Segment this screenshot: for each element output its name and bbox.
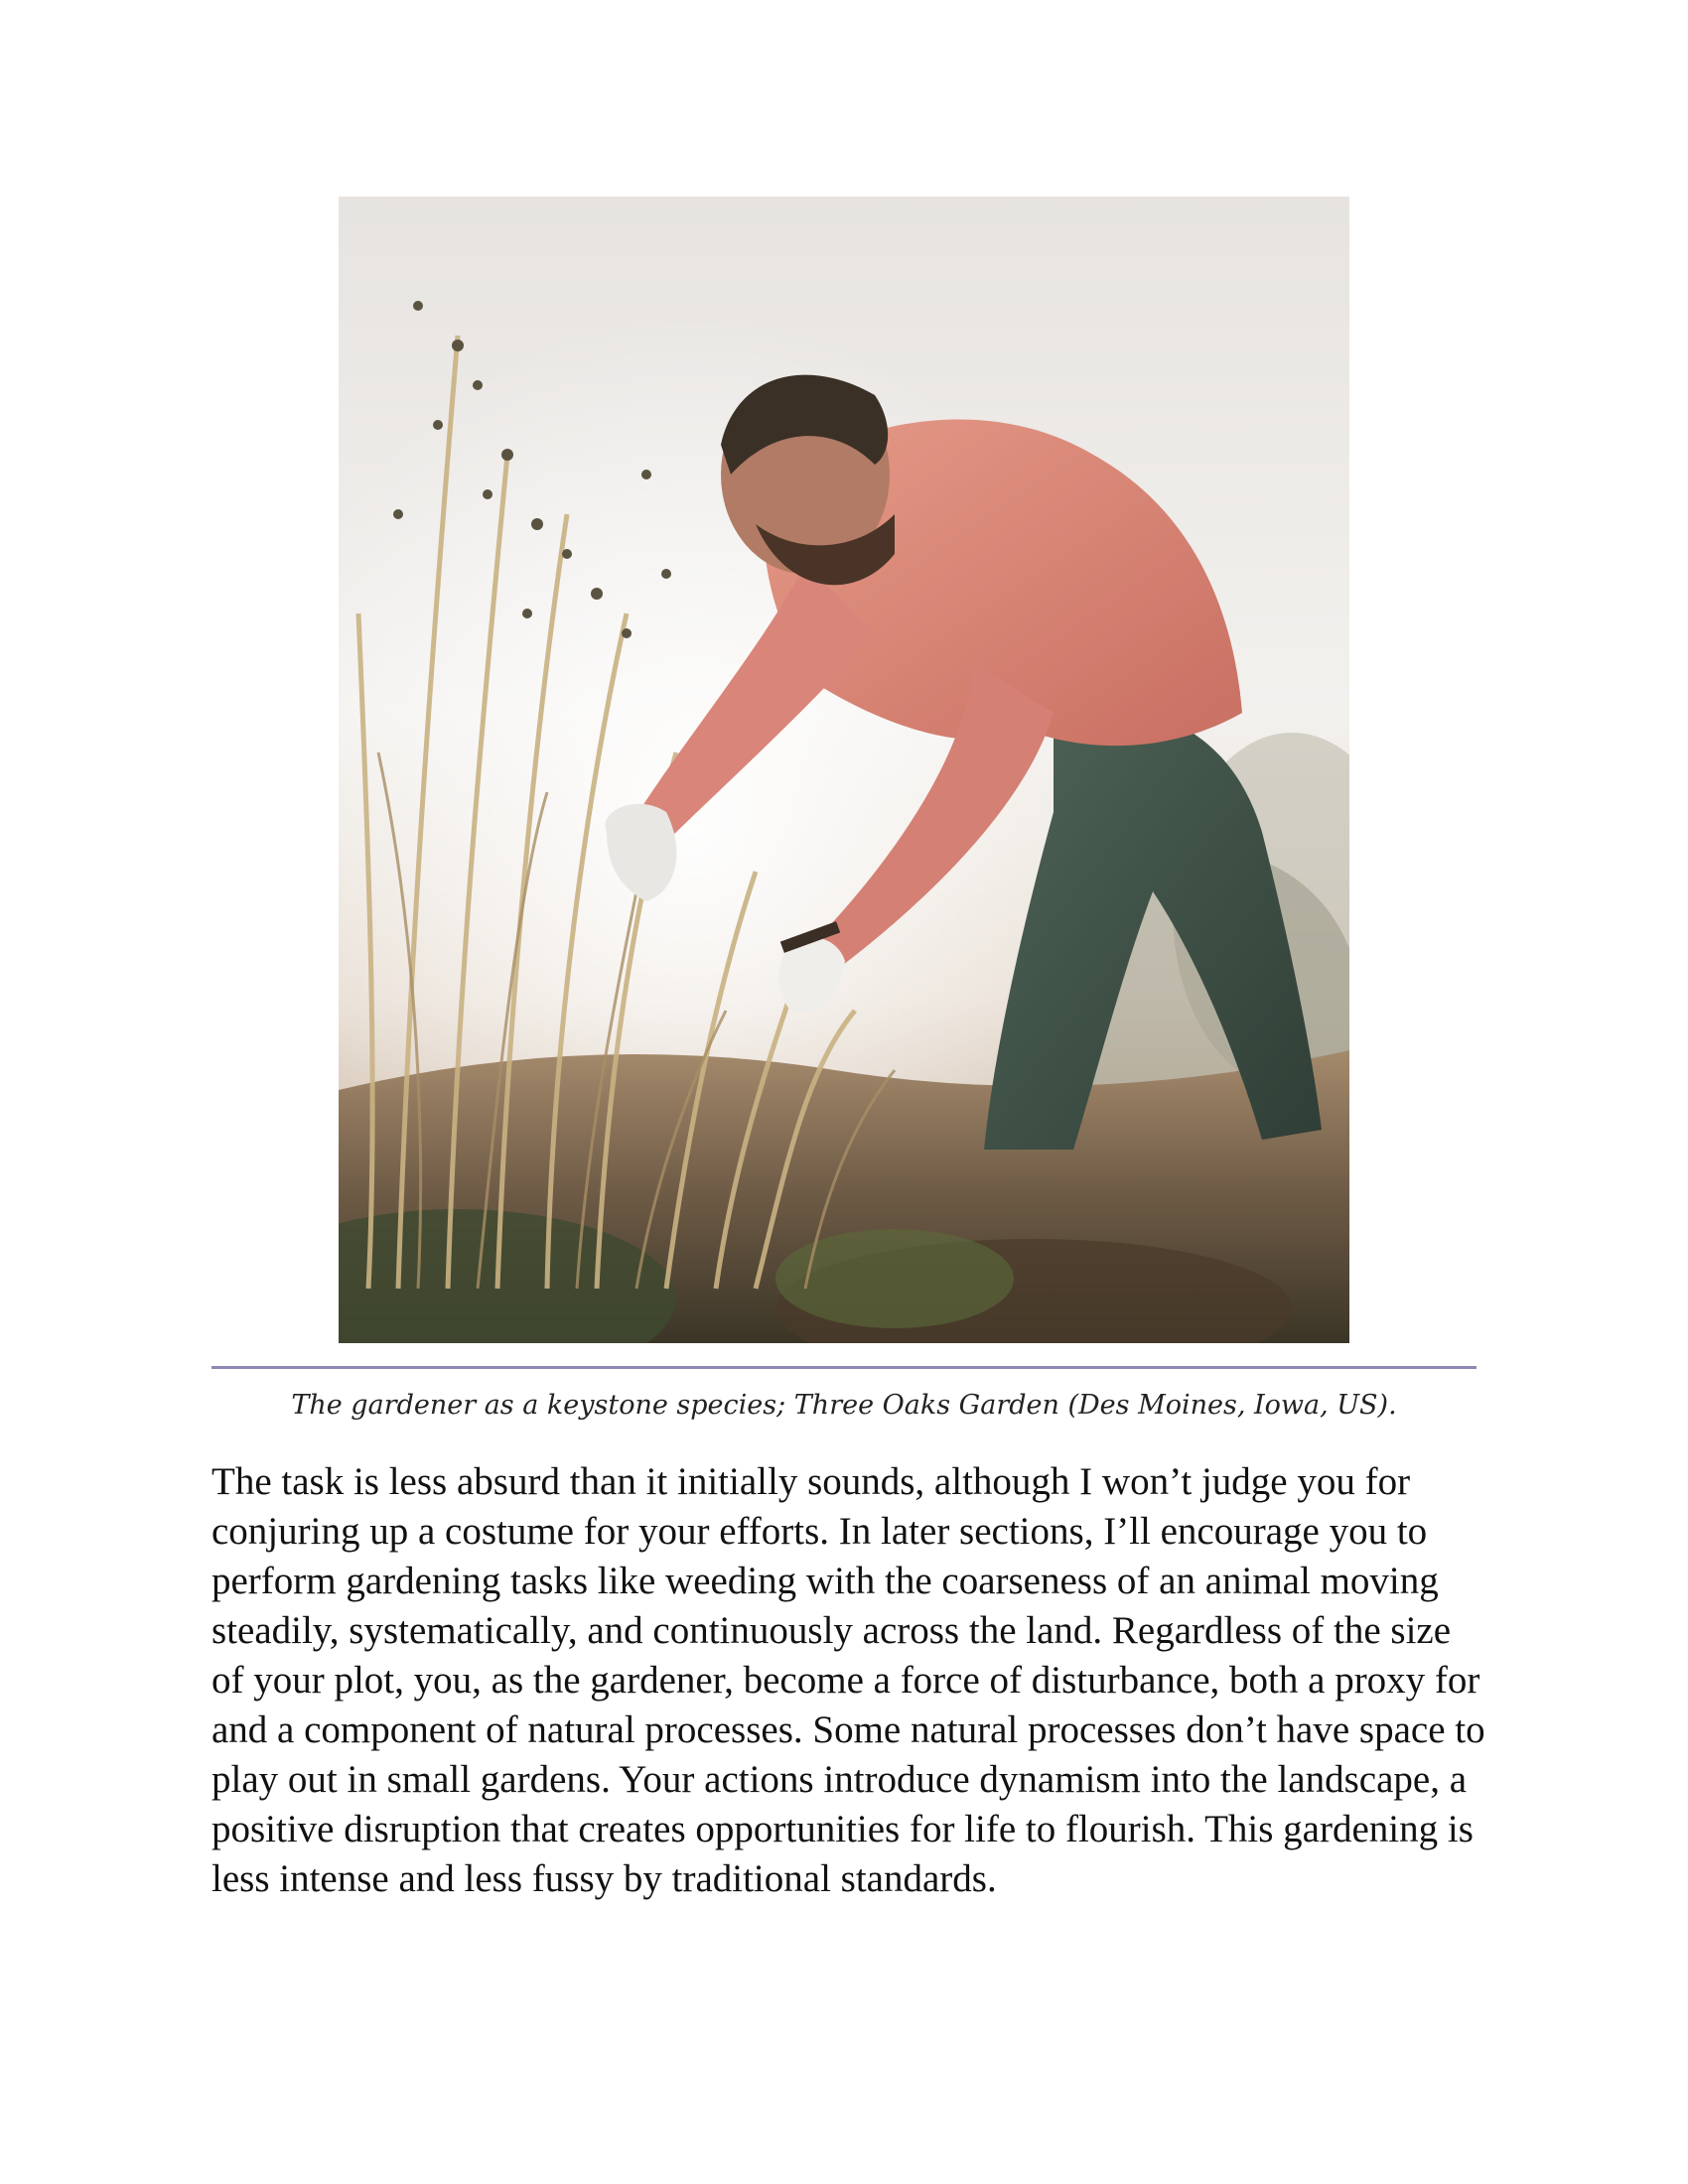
caption-rule [211,1366,1477,1369]
body-paragraph: The task is less absurd than it initially sounds, although I won’t judge you for conjuring up a costume for your efforts. In later sections, I’ll encourage you to perform gardening tasks like weeding with the coarseness of an animal moving steadily, systematically, and continuously across the land. Regardless of the size of your plot, you, as the gardener, become a force of disturbance, both a proxy for and a component of natural processes. Some natural processes don’t have space to play out in small gardens. Your actions introduce dynamism into the landscape, a positive disruption that creates opportunities for life to flourish. This gardening is less intense and less fussy by traditional standards. [211,1460,1485,1900]
gardener-photo-illustration [339,197,1349,1343]
figure-caption: The gardener as a keystone species; Three Oaks Garden (Des Moines, Iowa, US). [291,1390,1397,1421]
gardener-photo [339,197,1349,1343]
